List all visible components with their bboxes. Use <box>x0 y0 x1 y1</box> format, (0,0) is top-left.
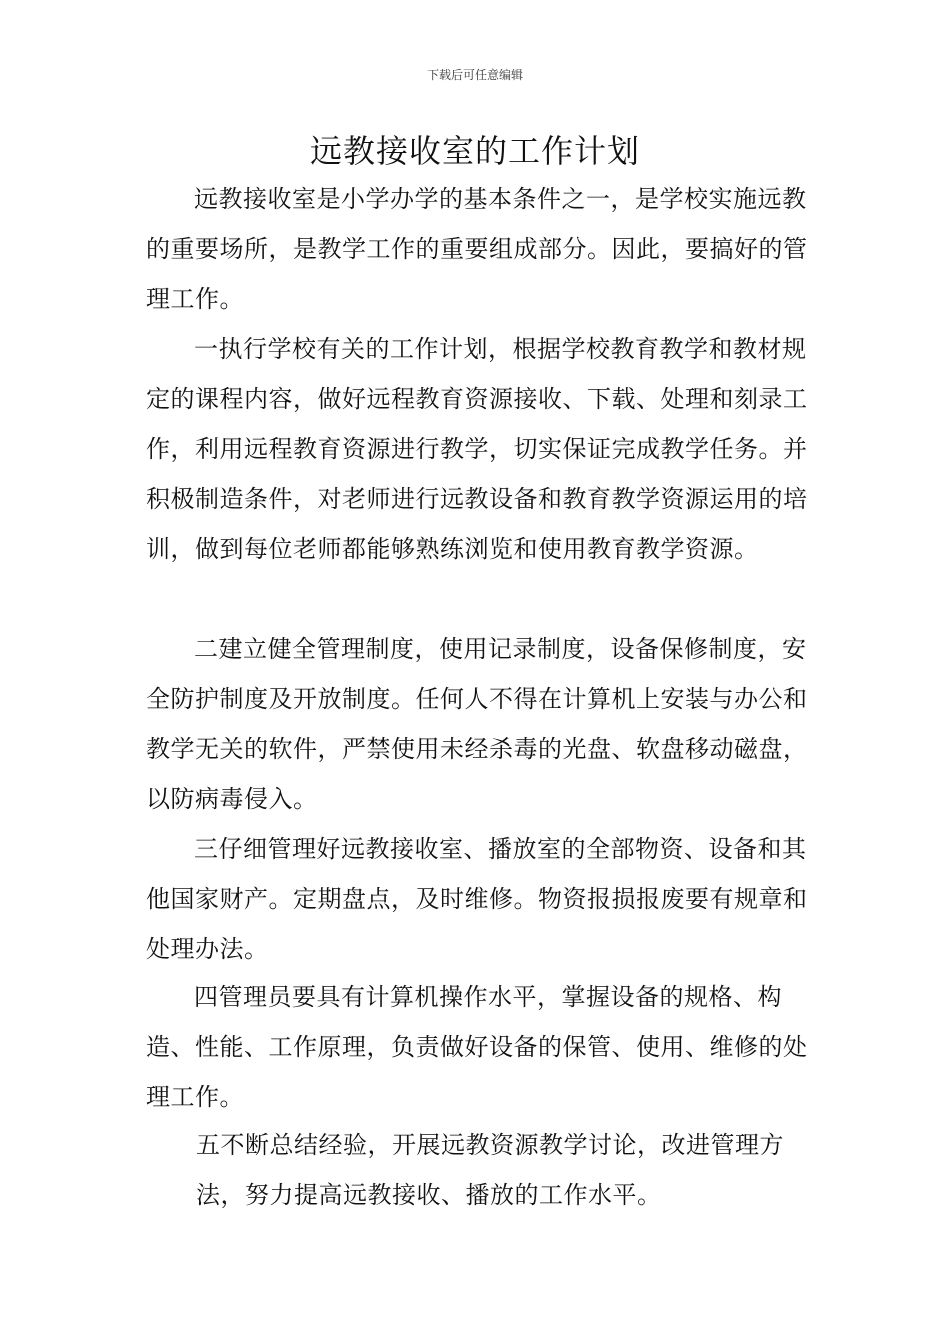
paragraph-intro: 远教接收室是小学办学的基本条件之一，是学校实施远教的重要场所，是教学工作的重要组成部分。因此，要搞好的管理工作。 <box>146 185 808 313</box>
document-body <box>146 174 826 324</box>
header-note: 下载后可任意编辑 <box>426 68 523 82</box>
paragraph-item-5: 五不断总结经验，开展远教资源教学讨论，改进管理方法，努力提高远教接收、播放的工作水平。 <box>196 1131 784 1209</box>
paragraph-item-2: 二建立健全管理制度，使用记录制度，设备保修制度，安全防护制度及开放制度。任何人不得在计算机上安装与办公和教学无关的软件，严禁使用未经杀毒的光盘、软盘移动磁盘，以防病毒侵入。 <box>146 635 808 813</box>
document-body-item-4 <box>146 972 826 1122</box>
document-body-item-2 <box>146 624 826 824</box>
document-body-item-3 <box>146 824 826 974</box>
paragraph-item-4: 四管理员要具有计算机操作水平，掌握设备的规格、构造、性能、工作原理，负责做好设备的保管、使用、维修的处理工作。 <box>146 983 808 1111</box>
paragraph-item-1: 一执行学校有关的工作计划，根据学校教育教学和教材规定的课程内容，做好远程教育资源接收、下载、处理和刻录工作，利用远程教育资源进行教学，切实保证完成教学任务。并积极制造条件，对老师进行远教设备和教育教学资源运用的培训，做到每位老师都能够熟练浏览和使用教育教学资源。 <box>146 335 808 563</box>
document-body-item-1 <box>146 324 826 574</box>
document-title: 远教接收室的工作计划 <box>309 132 640 170</box>
document-closing <box>196 1120 816 1220</box>
paragraph-item-3: 三仔细管理好远教接收室、播放室的全部物资、设备和其他国家财产。定期盘点，及时维修。物资报损报废要有规章和处理办法。 <box>146 835 808 963</box>
